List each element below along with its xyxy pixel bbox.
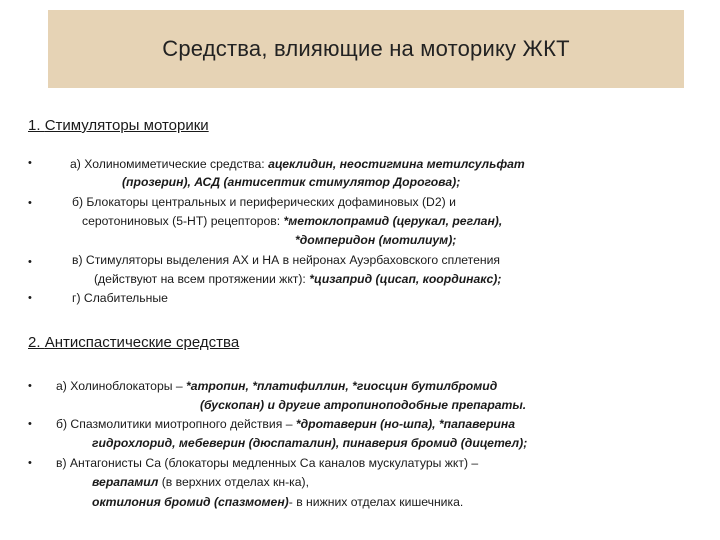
s2-item-a-line-2: (бускопан) и другие атропиноподобные препараты. — [200, 398, 527, 412]
bullet-dot: • — [28, 157, 32, 169]
section-2-number: 2. — [28, 334, 41, 351]
s2-item-b-line-2: гидрохлорид, мебеверин (дюспаталин), пинаверия бромид (дицетел); — [92, 436, 528, 450]
s1-item-c-line-2: (действуют на всем протяжении жкт): *цизаприд (цисап, координакс); — [94, 272, 502, 286]
section-1-number: 1. — [28, 117, 41, 134]
slide-title: Средства, влияющие на моторику ЖКТ — [162, 36, 570, 61]
bullet-dot: • — [28, 256, 32, 268]
s2-item-a-line-1: а) Холиноблокаторы – *атропин, *платифиллин, *гиосцин бутилбромид — [56, 379, 498, 393]
s2-item-b-line-1: б) Спазмолитики миотропного действия – *дротаверин (но-шпа), *папаверина — [56, 417, 515, 431]
s1-item-a-line-1: а) Холиномиметические средства: ацеклидин, неостигмина метилсульфат — [70, 157, 525, 171]
bullet-dot: • — [28, 292, 32, 304]
section-2-title: Антиспастические средства — [44, 334, 240, 351]
s2-item-c-line-3: октилония бромид (спазмомен)- в нижних отделах кишечника. — [92, 495, 464, 509]
section-1-title: Стимуляторы моторики — [44, 117, 209, 134]
slide-title-box — [48, 10, 684, 88]
section-1-heading — [28, 117, 209, 134]
s1-item-d-line-1: г) Слабительные — [72, 291, 168, 305]
bullet-dot: • — [28, 380, 32, 392]
s2-item-c-line-1: в) Антагонисты Са (блокаторы медленных Са каналов мускулатуры жкт) – — [56, 456, 479, 470]
section-2-heading — [28, 334, 239, 351]
s1-item-a-line-2: (прозерин), АСД (антисептик стимулятор Дорогова); — [122, 175, 461, 189]
s1-item-b-line-2: серотониновых (5-НТ) рецепторов: *метоклопрамид (церукал, реглан), — [82, 214, 503, 228]
s1-item-b-line-1: б) Блокаторы центральных и периферических дофаминовых (D2) и — [72, 195, 456, 209]
bullet-dot: • — [28, 197, 32, 209]
bullet-dot: • — [28, 418, 32, 430]
s2-item-c-line-2: верапамил (в верхних отделах кн-ка), — [92, 475, 309, 489]
bullet-dot: • — [28, 457, 32, 469]
s1-item-c-line-1: в) Стимуляторы выделения АХ и НА в нейронах Ауэрбаховского сплетения — [72, 253, 501, 267]
s1-item-b-line-3: *домперидон (мотилиум); — [295, 233, 457, 247]
